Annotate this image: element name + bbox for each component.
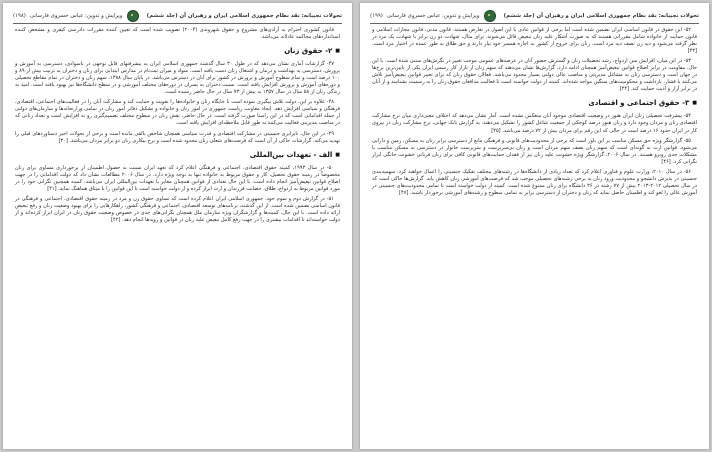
paragraph: ۵۴- پیشرفت تحصیلی زنان ایران هنوز در وضعیت اقتصادی موجود آنان منعکس نشده است. آمار نشان می‌دهد که اختلاف معنی‌داری میان نرخ مشارکت اقتصادی زنان و مردان وجود دارد و زنان هنوز درصد کوچکی از جمعیت شاغل کشور را تشکیل می‌دهند. به گزارش بانک جهانی، نرخ مشارکت زنان در نیروی کار در ایران حدود ۱۶ درصد است در حالی که این رقم برای مردان بیش از ۷۲ درصد می‌باشد. [۴۵]: [372, 113, 697, 134]
emblem-icon: [127, 10, 139, 22]
left-page: [3, 3, 352, 449]
paragraph: ۴۸- علاوه بر این، دولت تلاش پیگیری نموده است تا جایگاه زنان و خانواده‌ها را تقویت و حمایت کند و مشارکت آنان را در فعالیت‌های اجتماعی، اقتصادی، فرهنگی و سیاسی افزایش دهد. ایجاد معاونت ریاست جمهوری در امور زنان و خانواده و تشکیل دفاتر امور زنان در تمامی وزارتخانه‌ها و سازمان‌های دولتی از جمله اقداماتی است که در این راستا صورت گرفته است. در حال حاضر، نقش زنان در سطوح مختلف تصمیم‌گیری رو به افزایش است و تعداد زنانی که در مناصب مدیریتی فعالیت می‌کنند به طور قابل ملاحظه‌ای افزایش یافته است.: [15, 99, 340, 127]
emblem-icon: [484, 10, 496, 22]
running-title: تحولات نجیبانه: نقد نظام جمهوری اسلامی ایران و رهبران آن (جلد ششم): [503, 13, 699, 19]
page-number: (۱۹۹): [370, 13, 383, 19]
right-page: [360, 3, 709, 449]
paragraph: ۵۳- در این میان، افزایش سن ازدواج، رشد تحصیلات زنان و گسترش حضور آنان در عرصه‌های عمومی موجب تغییر در نگرش‌های سنتی شده است. با این حال، مقاومت در برابر اصلاح قوانین تبعیض‌آمیز همچنان ادامه دارد. گزارش‌ها نشان می‌دهند که سهم زنان از بازار کار رسمی ایران یکی از پایین‌ترین نرخ‌ها در جهان است و دسترسی زنان به مشاغل مدیریتی و مناصب عالی دولتی بسیار محدود می‌باشد. فعالان حقوق زنان که برای تغییر قوانین تبعیض‌آمیز تلاش می‌کنند با فشار، بازداشت و محکومیت‌های سنگین مواجه شده‌اند. کمیته از دولت خواسته است تا فعالیت مدافعان حقوق زنان را به رسمیت بشناسد و از آنان در برابر آزار و اذیت حمایت کند. [۴۴]: [372, 58, 697, 93]
paragraph: ۴۷- گزارشات آماری نشان می‌دهد که در طول ۳۰ سال گذشته جمهوری اسلامی ایران به پیشرفتهای قابل توجهی در باسوادی، دسترسی به آموزش و پرورش، دسترسی به بهداشت و درمان و اشتغال زنان دست یافته است. سواد و میزان ثبت‌نام در مدارس ابتدایی برای زنان و دختران به ترتیب بیش از ۸۹ و ۱۰۰ درصد است و تمام سطوح آموزش و پرورش در کشور برای آنان در دسترس می‌باشد. در پایان سال ۱۳۸۸، سهم زنان و دختران در تمام مقاطع تحصیلی و دوره‌های آموزش و پرورش افزایش یافته است. نسبت دختران به پسران در دوره‌های مختلف آموزشی و در سطح دانشگاه‌ها نیز بهبود یافته است. امید به زندگی زنان از ۵۸ سال در سال ۱۳۵۷ به بیش از ۷۳ سال در حال حاضر رسیده است.: [15, 61, 340, 96]
paragraph: ۵۲- این حقوق در قانون اساسی ایران تضمین شده است اما برخی از قوانین عادی با این اصول در تعارض هستند. قانون مدنی، قانون مجازات اسلامی و قانون حمایت از خانواده شامل مقرراتی هستند که به صورت آشکار علیه زنان تبعیض قائل می‌شوند. برای مثال، شهادت دو زن برابر با شهادت یک مرد در نظر گرفته می‌شود و دیه زن نصف دیه مرد است. زنان برای خروج از کشور به اجازه همسر خود نیاز دارند و حق طلاق به طور عمده در اختیار مرد است. [۴۳]: [372, 27, 697, 55]
section-heading: ■ ۳- حقوق اجتماعی و اقتصادی: [372, 99, 697, 107]
section-heading: ■ الف - تعهدات بین‌المللی: [15, 151, 340, 159]
paragraph: ۵۵- گزارشگر ویژه حق مسکن مناسب بر این باور است که برخی از محدودیت‌های قانونی و فرهنگی مانع از دسترسی برابر زنان به مسکن، زمین و دارایی می‌شود. قوانین ارث به گونه‌ای است که سهم زنان نصف سهم مردان است و زنان بی‌سرپرست و سرپرست خانوار در دسترسی به مسکن مناسب با مشکلات جدی روبرو هستند. در سال ۲۰۰۶، گزارشگر ویژه خشونت علیه زنان نیز از فقدان حمایت‌های قانونی کافی برای زنان قربانی خشونت خانگی ابراز نگرانی کرد. [۴۶]: [372, 137, 697, 165]
section-heading: ■ ۲- حقوق زنان: [15, 47, 340, 55]
page-number: (۱۹۸): [13, 13, 26, 19]
page-header: [13, 9, 342, 24]
page-body: [15, 27, 340, 441]
running-author: ویرایش و تدوین: عباس خسروی فارسانی: [29, 13, 123, 19]
paragraph: ۵۶- در سال ۲۰۱۰، وزارت علوم و فناوری اعلام کرد که تعداد زیادی از دانشگاه‌ها در رشته‌های مختلف تفکیک جنسیتی را اعمال خواهند کرد. سهمیه‌بندی جنسیتی در پذیرش دانشجو و محدودیت ورود زنان به برخی رشته‌های تحصیلی موجب شد که فرصت‌های آموزشی زنان کاهش یابد. گزارش‌ها حاکی است که در سال تحصیلی ۲۰۱۲-۲۰۱۳ بیش از ۷۷ رشته در ۳۶ دانشگاه برای زنان ممنوع شده است. کمیته از دولت خواسته است تا تمامی محدودیت‌های جنسیتی در آموزش عالی را لغو کند و اطمینان حاصل نماید که زنان و دختران از دسترسی برابر به تمامی سطوح و رشته‌های آموزشی برخوردار باشند. [۴۷]: [372, 168, 697, 196]
paragraph: ۵۰- در سال ۱۹۹۳، کمیته حقوق اقتصادی، اجتماعی و فرهنگی اعلام کرد که تعهد ایران نسبت به حصول اطمینان از برخورداری مساوی برای زنان مخصوصاً در زمینه حقوق تحصیل، کار و حقوق مربوط به خانواده تنها به توجه ویژه دارد. در سال ۲۰۰۶ مطالعات نشان داد که دولت اقداماتی را در جهت اصلاح قوانین تبعیض‌آمیز انجام داده است، با این حال تعدادی از قوانین همچنان مغایر با تعهدات بین‌المللی ایران می‌باشد. کمیته همچنین نگرانی خود را در مورد قوانین مربوط به ازدواج، طلاق، حضانت فرزندان و ارث ابراز کرده و از دولت خواسته است تا این قوانین را با میثاق هماهنگ نماید. [۴۱]: [15, 164, 340, 192]
paragraph: ۴۹- در این حال، نابرابری جنسیتی در مشارکت اقتصادی و قدرت سیاسی همچنان شاخص بالقی مانده است و برخی از تحولات اخیر دستاوردهای قبلی را تهدید می‌کند. گزارشات حاکی از آن است که فرصت‌های شغلی زنان محدود شده است و نرخ بیکاری زنان دو برابر مردان می‌باشد. [۴۰]: [15, 130, 340, 144]
paragraph: ۵۱- در گزارش دوم و سوم خود، جمهوری اسلامی ایران اعلام کرده است که تساوی حقوق زن و مرد در زمینه حقوق اقتصادی، اجتماعی و فرهنگی در قانون اساسی تضمین شده است. از این گذشته، برنامه‌های توسعه اقتصادی، اجتماعی و فرهنگی کشور، راهکارهایی را برای بهبود وضعیت زنان و رفع تبعیض ارائه داده است. با این حال، کمیته‌ها و گزارشگران ویژه سازمان ملل همچنان نگرانی‌های جدی در خصوص وضعیت حقوق زنان در ایران ابراز کرده‌اند و از دولت خواسته‌اند تا اقدامات بیشتری را در جهت رفع کامل تبعیض علیه زنان در قوانین و رویه‌ها انجام دهد. [۴۲]: [15, 195, 340, 223]
running-author: ویرایش و تدوین: عباس خسروی فارسانی: [386, 13, 480, 19]
page-header: [370, 9, 699, 24]
running-title: تحولات نجیبانه: نقد نظام جمهوری اسلامی ایران و رهبران آن (جلد ششم): [146, 13, 342, 19]
page-body: [372, 27, 697, 441]
paragraph: قانون کشوری احترام به آزادی‌های مشروع و حقوق شهروندی (۲۰۰۴) تصویب شده است که تعیین کننده مقررات دادرسی کیفری و مشخص کننده استانداردهای محاکمه عادلانه می‌باشد.: [15, 27, 340, 41]
